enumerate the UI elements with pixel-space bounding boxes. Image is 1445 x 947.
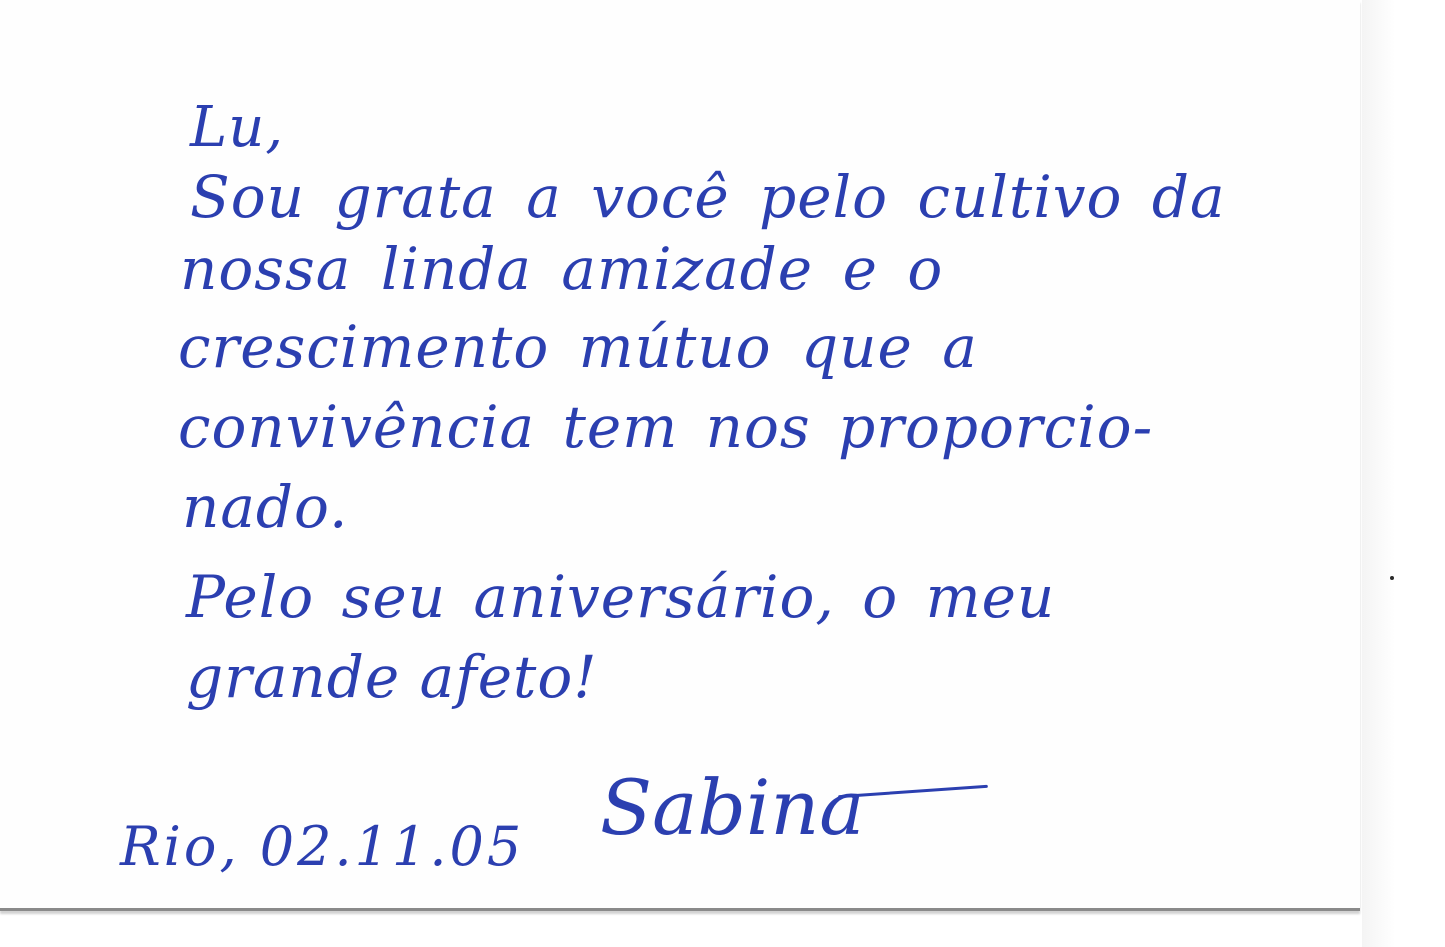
note-line-6: Pelo seu aniversário, o meu <box>186 563 1056 631</box>
scan-margin <box>1362 0 1445 947</box>
place-date: Rio, 02.11.05 <box>120 815 525 878</box>
note-line-2: nossa linda amizade e o <box>180 235 944 303</box>
note-line-5: nado. <box>182 473 349 541</box>
note-line-7: grande afeto! <box>186 643 598 711</box>
greeting: Lu, <box>190 95 285 160</box>
note-line-4: convivência tem nos proporcio- <box>178 393 1154 461</box>
note-line-3: crescimento mútuo que a <box>178 313 978 381</box>
ink-dot <box>1390 576 1394 580</box>
note-line-1: Sou grata a você pelo cultivo da <box>190 163 1226 231</box>
signature: Sabina <box>600 763 865 852</box>
